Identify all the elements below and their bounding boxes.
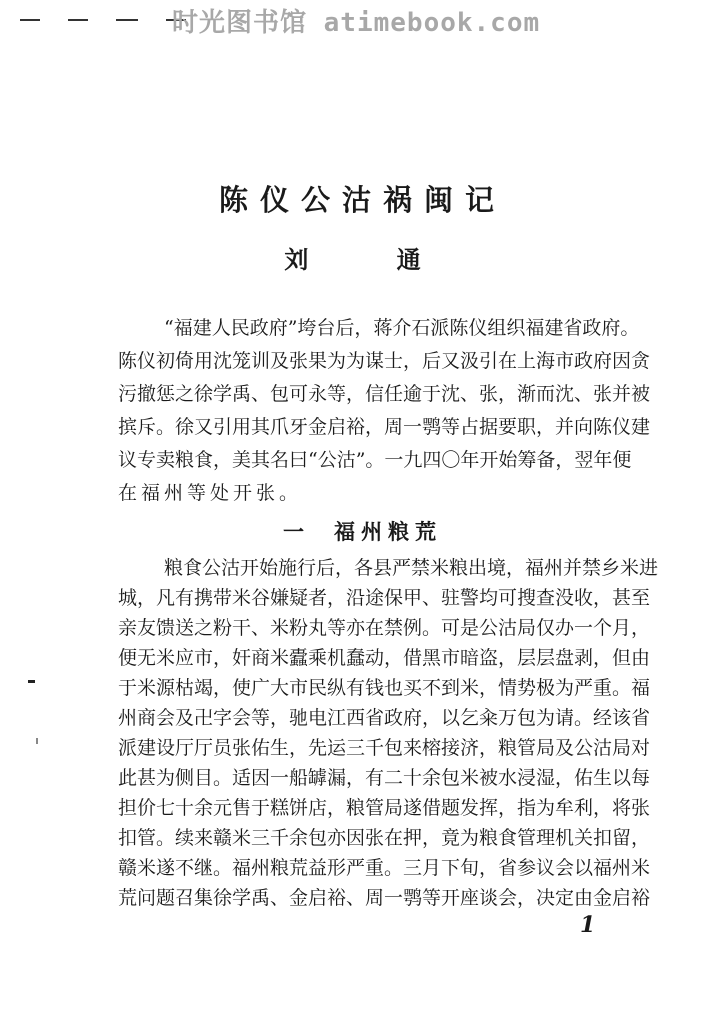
divider	[20, 19, 40, 21]
section-number: 一	[283, 519, 310, 544]
text-line: “福建人民政府”垮台后，蒋介石派陈仪组织福建省政府。	[164, 317, 640, 339]
section-title: 福州粮荒	[334, 519, 442, 544]
text-line: 污撤惩之徐学禹、包可永等，信任逾于沈、张，渐而沈、张并被	[118, 383, 651, 405]
text-line: 扣管。续来赣米三千余包亦因张在押，竟为粮食管理机关扣留，	[118, 827, 651, 849]
section-heading	[0, 516, 725, 546]
text-line: 便无米应市，奸商米蠹乘机蠢动，借黑市暗盗，层层盘剥，但由	[118, 647, 651, 669]
text-line: 赣米遂不继。福州粮荒益形严重。三月下旬，省参议会以福州米	[118, 857, 651, 879]
watermark	[20, 4, 540, 36]
text-line: 粮食公沽开始施行后，各县严禁米粮出境，福州并禁乡米进	[164, 557, 659, 579]
watermark-text: 时光图书馆 atimebook.com	[172, 7, 541, 38]
text-line: 陈仪初倚用沈笼训及张果为为谋士，后又汲引在上海市政府因贪	[118, 350, 651, 372]
text-line: 此甚为侧目。适因一船罅漏，有二十余包米被水浸湿，佑生以每	[118, 767, 651, 789]
page-number: 1	[580, 912, 596, 938]
divider	[68, 19, 88, 21]
page-title: 陈仪公沽祸闽记	[218, 183, 506, 217]
author: 刘 通	[284, 245, 461, 274]
text-line: 摈斥。徐又引用其爪牙金启裕，周一鹗等占据要职，并向陈仪建	[118, 416, 651, 438]
text-line: 州商会及卍字会等，驰电江西省政府，以乞籴万包为请。经该省	[118, 707, 651, 729]
scan-mark	[36, 738, 38, 744]
text-line: 城，凡有携带米谷嫌疑者，沿途保甲、驻警均可搜查没收，甚至	[118, 587, 651, 609]
text-line: 在福州等处开张。	[118, 482, 303, 504]
text-line: 派建设厅厅员张佑生，先运三千包来榕接济，粮管局及公沽局对	[118, 737, 651, 759]
text-line: 荒问题召集徐学禹、金启裕、周一鹗等开座谈会，决定由金启裕	[118, 887, 651, 909]
divider	[116, 19, 138, 21]
scan-mark	[28, 680, 35, 683]
text-line: 亲友馈送之粉干、米粉丸等亦在禁例。可是公沽局仅办一个月，	[118, 617, 651, 639]
text-line: 议专卖粮食，美其名曰“公沽”。一九四〇年开始筹备，翌年便	[118, 449, 632, 471]
text-line: 于米源枯竭，使广大市民纵有钱也买不到米，情势极为严重。福	[118, 677, 651, 699]
text-line: 担价七十余元售于糕饼店，粮管局遂借题发挥，指为牟利，将张	[118, 797, 651, 819]
